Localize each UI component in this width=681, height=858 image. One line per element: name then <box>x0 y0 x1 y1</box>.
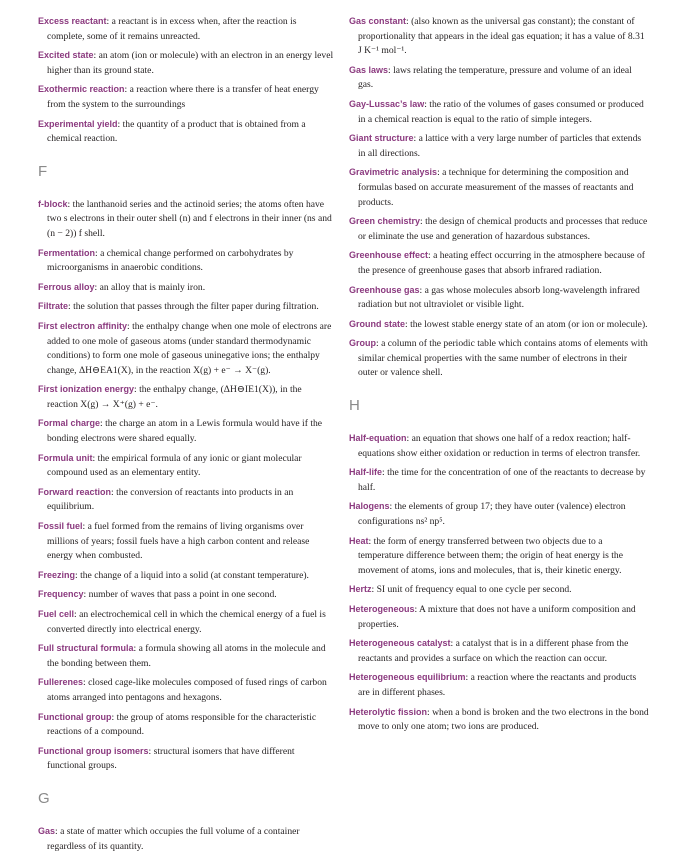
glossary-entry <box>38 568 334 584</box>
glossary-definition: : an atom (ion or molecule) with an electron in an energy level higher than its ground state. <box>47 50 334 76</box>
glossary-term: Gas <box>38 825 56 836</box>
glossary-entry <box>38 48 334 78</box>
glossary-definition: : the elements of group 17; they have outer (valence) electron configurations ns² np⁵. <box>358 501 626 528</box>
glossary-definition: : a gas whose molecules absorb long-wavelength infrared radiation but not ultraviolet or visible light. <box>358 284 640 311</box>
glossary-term: Gay-Lussac’s law <box>349 98 425 109</box>
glossary-entry <box>38 451 334 481</box>
glossary-definition: : the time for the concentration of one of the reactants to decrease by half. <box>358 467 646 493</box>
glossary-term: Filtrate <box>38 301 69 312</box>
glossary-entry <box>349 248 649 278</box>
glossary-entry <box>38 710 334 740</box>
glossary-term: Green chemistry <box>349 216 421 227</box>
glossary-definition: : a chemical change performed on carbohydrates by microorganisms in anaerobic conditions. <box>47 247 294 274</box>
glossary-definition: : SI unit of frequency equal to one cycle per second. <box>371 584 572 596</box>
glossary-term: Functional group isomers <box>38 745 149 756</box>
glossary-term: Excited state <box>38 50 94 61</box>
glossary-entry <box>38 641 334 671</box>
glossary-definition: : an electrochemical cell in which the chemical energy of a fuel is converted directly into electrical energy. <box>47 609 326 635</box>
glossary-definition: : a state of matter which occupies the full volume of a container regardless of its quantity. <box>47 825 300 852</box>
glossary-definition: : the empirical formula of any ionic or giant molecular compound used as an elementary entity. <box>47 452 302 479</box>
glossary-definition: : a catalyst that is in a different phase from the reactants and provides a surface on which the reaction can occur. <box>358 638 629 664</box>
glossary-definition: : A mixture that does not have a uniform composition and properties. <box>358 604 636 630</box>
section-letter-f: F <box>38 162 48 180</box>
glossary-entry <box>38 280 334 296</box>
glossary-term: Gravimetric analysis <box>349 167 438 178</box>
glossary-term: Group <box>349 338 376 349</box>
entries-g-right <box>349 14 649 381</box>
glossary-term: Heat <box>349 535 369 546</box>
glossary-term: Greenhouse effect <box>349 250 429 261</box>
glossary-entry <box>38 824 334 854</box>
glossary-term: Exothermic reaction <box>38 84 125 95</box>
glossary-term: Hertz <box>349 584 372 595</box>
glossary-definition: : a reaction where there is a transfer of heat energy from the system to the surroundings <box>47 84 319 110</box>
glossary-term: Gas laws <box>349 64 389 75</box>
glossary-definition: : the quantity of a product that is obtained from a chemical reaction. <box>47 118 306 145</box>
glossary-term: Formal charge <box>38 418 101 429</box>
glossary-term: Experimental yield <box>38 118 118 129</box>
glossary-term: First ionization energy <box>38 384 135 395</box>
glossary-term: Gas constant <box>349 16 407 26</box>
left-column <box>38 14 334 858</box>
right-column <box>349 14 649 739</box>
entries-e <box>38 14 334 147</box>
glossary-entry <box>349 336 649 381</box>
glossary-term: f-block <box>38 198 68 209</box>
glossary-entry <box>38 117 334 147</box>
glossary-entry <box>349 214 649 244</box>
glossary-definition: : number of waves that pass a point in one second. <box>83 589 277 601</box>
glossary-entry <box>38 416 334 446</box>
glossary-term: Functional group <box>38 711 112 722</box>
glossary-entry <box>38 587 334 603</box>
glossary-term: Greenhouse gas <box>349 284 420 295</box>
glossary-entry <box>38 14 334 44</box>
glossary-term: Ferrous alloy <box>38 281 95 292</box>
section-letter-h: H <box>349 397 360 415</box>
glossary-term: Formula unit <box>38 452 93 463</box>
entries-g-left <box>38 824 334 854</box>
glossary-entry <box>38 197 334 242</box>
glossary-term: First electron affinity <box>38 320 128 331</box>
glossary-term: Freezing <box>38 569 76 580</box>
glossary-entry <box>349 602 649 632</box>
glossary-term: Ground state <box>349 318 406 329</box>
glossary-term: Forward reaction <box>38 486 112 497</box>
glossary-term: Fullerenes <box>38 677 84 688</box>
glossary-term: Giant structure <box>349 133 414 144</box>
glossary-term: Heterogeneous <box>349 604 415 614</box>
glossary-definition: : closed cage-like molecules composed of fused rings of carbon atoms arranged into pentagons and hexagons. <box>47 677 327 703</box>
glossary-entry <box>38 675 334 705</box>
glossary-definition: : a formula showing all atoms in the molecule and the bonding between them. <box>47 643 326 669</box>
glossary-entry <box>38 519 334 564</box>
glossary-term: Excess reactant <box>38 16 107 26</box>
glossary-definition: : an equation that shows one half of a redox reaction; half-equations show either oxidation or reduction in terms of electron transfer. <box>358 433 641 459</box>
glossary-entry <box>38 246 334 276</box>
glossary-term: Fuel cell <box>38 609 75 619</box>
glossary-term: Fossil fuel <box>38 521 83 532</box>
glossary-definition: : the enthalpy change, (ΔH⊖IE1(X)), in the reaction X(g) → X⁺(g) + e⁻. <box>47 384 302 410</box>
glossary-entry <box>38 382 334 412</box>
glossary-entry <box>349 582 649 598</box>
glossary-entry <box>349 131 649 161</box>
glossary-term: Halogens <box>349 501 390 512</box>
glossary-entry <box>349 465 649 495</box>
glossary-entry <box>38 82 334 112</box>
glossary-definition: : structural isomers that have different functional groups. <box>47 745 295 772</box>
glossary-entry <box>349 499 649 529</box>
glossary-definition: : a technique for determining the composition and formulas based on accurate measurement of the masses of reactants and products. <box>358 167 634 208</box>
glossary-definition: : the change of a liquid into a solid (at constant temperature). <box>75 569 309 581</box>
glossary-definition: : the enthalpy change when one mole of electrons are added to one mole of gaseous atoms (under standard thermodynamic conditions) to form one mole of gaseous uninegative ions; the enthalpy change, ΔH⊖EA1(X), in the reaction X(g) + e⁻ → X⁻(g). <box>47 320 332 376</box>
glossary-definition: : a column of the periodic table which contains atoms of elements with similar chemical properties with the same number of electrons in their outer or valence shell. <box>358 338 648 379</box>
glossary-term: Half-equation <box>349 433 407 444</box>
glossary-definition: : when a bond is broken and the two electrons in the bond move to only one atom; two ions are produced. <box>358 706 649 733</box>
glossary-entry <box>38 607 334 637</box>
glossary-definition: : the conversion of reactants into products in an equilibrium. <box>47 486 294 513</box>
glossary-term: Heterogeneous catalyst <box>349 638 451 649</box>
glossary-term: Heterolytic fission <box>349 706 428 717</box>
glossary-definition: : laws relating the temperature, pressure and volume of an ideal gas. <box>358 64 632 91</box>
glossary-entry <box>349 165 649 210</box>
glossary-entry <box>38 299 334 315</box>
glossary-definition: : the lowest stable energy state of an atom (or ion or molecule). <box>405 318 648 330</box>
glossary-entry <box>38 485 334 515</box>
glossary-entry <box>38 744 334 774</box>
glossary-entry <box>349 317 649 333</box>
glossary-definition: : a reaction where the reactants and products are in different phases. <box>358 672 637 698</box>
glossary-entry <box>349 670 649 700</box>
entries-h <box>349 431 649 735</box>
glossary-entry <box>349 283 649 313</box>
glossary-entry <box>349 97 649 127</box>
entries-f <box>38 197 334 774</box>
glossary-term: Fermentation <box>38 247 96 258</box>
section-letter-g: G <box>38 789 50 807</box>
glossary-definition: : the lanthanoid series and the actinoid series; the atoms often have two s electrons in their outer shell (n) and f electrons in their inner (ns and (n − 2)) f shell. <box>47 198 332 239</box>
glossary-term: Frequency <box>38 589 84 600</box>
glossary-definition: : a lattice with a very large number of particles that extends in all directions. <box>358 133 642 159</box>
glossary-entry <box>38 319 334 378</box>
glossary-definition: : a reactant is in excess when, after the reaction is complete, some of it remains unreacted. <box>47 16 297 42</box>
glossary-definition: : an alloy that is mainly iron. <box>94 281 206 293</box>
glossary-definition: : the group of atoms responsible for the characteristic reactions of a compound. <box>47 711 317 738</box>
glossary-term: Half-life <box>349 467 383 478</box>
glossary-definition: : (also known as the universal gas constant); the constant of proportionality that appears in the ideal gas equation; it has a value of 8.31 J K⁻¹ mol⁻¹. <box>358 16 645 57</box>
glossary-definition: : the form of energy transferred between two objects due to a temperature difference between them; the origin of heat energy is the movement of atoms, ions and molecules, that is, their kinetic energy. <box>358 535 623 576</box>
glossary-term: Heterogeneous equilibrium <box>349 672 466 683</box>
glossary-definition: : the design of chemical products and processes that reduce or eliminate the use and generation of hazardous substances. <box>358 216 648 242</box>
glossary-definition: : a heating effect occurring in the atmosphere because of the presence of greenhouse gases that absorb infrared radiation. <box>358 250 645 276</box>
glossary-term: Full structural formula <box>38 643 134 654</box>
glossary-entry <box>349 636 649 666</box>
glossary-definition: : the solution that passes through the filter paper during filtration. <box>68 301 319 313</box>
glossary-entry <box>349 63 649 93</box>
glossary-entry <box>349 431 649 461</box>
glossary-definition: : the charge an atom in a Lewis formula would have if the bonding electrons were shared equally. <box>47 418 323 445</box>
glossary-entry <box>349 14 649 59</box>
glossary-entry <box>349 534 649 579</box>
glossary-definition: : the ratio of the volumes of gases consumed or produced in a chemical reaction is equal to the ratio of simple integers. <box>358 98 644 125</box>
glossary-definition: : a fuel formed from the remains of living organisms over millions of years; fossil fuels have a high carbon content and release energy when combusted. <box>47 521 310 562</box>
glossary-entry <box>349 705 649 735</box>
